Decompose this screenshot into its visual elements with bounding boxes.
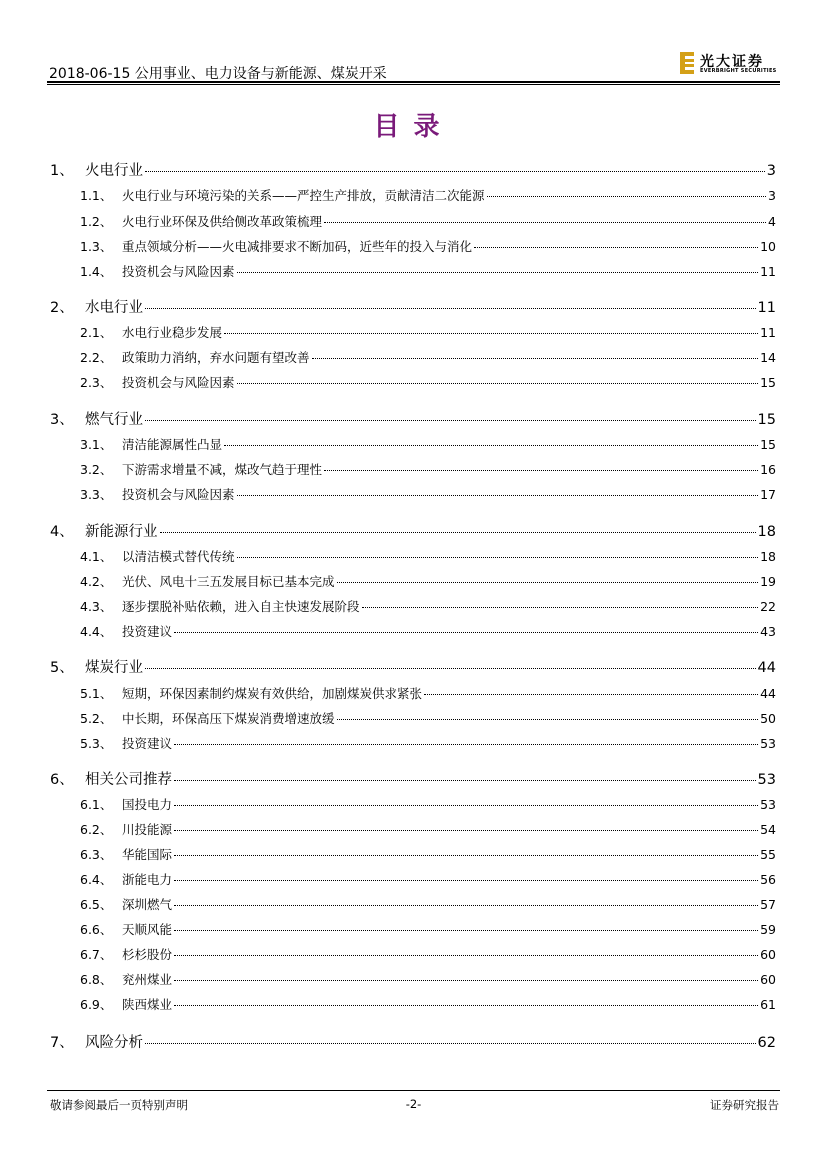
toc-entry-number: 6.3、 <box>80 847 113 862</box>
logo-english-text: EVERBRIGHT SECURITIES <box>700 68 777 74</box>
toc-entry-label: 华能国际 <box>122 847 173 862</box>
toc-dot-leader <box>237 383 759 384</box>
toc-entry-number: 5.3、 <box>80 736 113 751</box>
toc-entry-label: 投资建议 <box>122 736 173 751</box>
toc-entry-label: 煤炭行业 <box>85 660 143 676</box>
toc-entry-page: 17 <box>760 487 776 502</box>
toc-entry-page: 18 <box>760 549 776 564</box>
toc-entry-label: 深圳燃气 <box>122 897 173 912</box>
toc-entry-page: 3 <box>768 188 776 203</box>
toc-entry-page: 19 <box>760 574 776 589</box>
toc-entry-label: 风险分析 <box>85 1035 143 1051</box>
toc-entry-section[interactable] <box>80 622 776 640</box>
toc-entry-number: 6、 <box>50 772 74 788</box>
toc-entry-section[interactable] <box>80 709 776 727</box>
toc-dot-leader <box>174 905 758 906</box>
toc-entry-label: 相关公司推荐 <box>85 772 172 788</box>
logo-chinese-text: 光大证券 <box>700 54 764 70</box>
toc-entry-page: 60 <box>760 972 776 987</box>
toc-entry-chapter[interactable] <box>50 159 776 180</box>
toc-entry-number: 2.2、 <box>80 350 113 365</box>
toc-dot-leader <box>237 272 759 273</box>
toc-entry-chapter[interactable] <box>50 656 776 677</box>
toc-entry-label: 投资机会与风险因素 <box>122 264 235 279</box>
toc-entry-label: 火电行业与环境污染的关系——严控生产排放，贡献清洁二次能源 <box>122 188 485 203</box>
toc-dot-leader <box>337 719 759 720</box>
toc-dot-leader <box>312 358 759 359</box>
toc-entry-label: 杉杉股份 <box>122 947 173 962</box>
toc-entry-section[interactable] <box>80 572 776 590</box>
toc-entry-number: 6.4、 <box>80 872 113 887</box>
toc-entry-label: 逐步摆脱补贴依赖，进入自主快速发展阶段 <box>122 599 360 614</box>
toc-entry-label: 水电行业稳步发展 <box>122 325 223 340</box>
toc-entry-number: 4.2、 <box>80 574 113 589</box>
toc-entry-label: 火电行业环保及供给侧改革政策梳理 <box>122 214 323 229</box>
toc-entry-label: 投资机会与风险因素 <box>122 375 235 390</box>
toc-entry-section[interactable] <box>80 920 776 938</box>
toc-entry-number: 5.1、 <box>80 686 113 701</box>
toc-entry-number: 5.2、 <box>80 711 113 726</box>
toc-entry-number: 7、 <box>50 1035 74 1051</box>
toc-entry-section[interactable] <box>80 895 776 913</box>
toc-entry-label: 火电行业 <box>85 163 143 179</box>
toc-entry-page: 53 <box>760 736 776 751</box>
toc-entry-number: 1.1、 <box>80 188 113 203</box>
toc-dot-leader <box>174 930 758 931</box>
toc-entry-page: 55 <box>760 847 776 862</box>
toc-entry-page: 57 <box>760 897 776 912</box>
footer-report-type: 证券研究报告 <box>710 1098 779 1112</box>
toc-entry-label: 中长期，环保高压下煤炭消费增速放缓 <box>122 711 335 726</box>
toc-title: 目录 <box>373 112 454 142</box>
toc-entry-section[interactable] <box>80 186 776 204</box>
toc-entry-number: 4.3、 <box>80 599 113 614</box>
toc-entry-number: 3.1、 <box>80 437 113 452</box>
toc-entry-label: 政策助力消纳，弃水问题有望改善 <box>122 350 310 365</box>
toc-dot-leader <box>174 880 758 881</box>
toc-entry-number: 3、 <box>50 412 74 428</box>
toc-entry-chapter[interactable] <box>50 768 776 789</box>
toc-entry-page: 11 <box>757 300 776 316</box>
toc-entry-page: 53 <box>760 797 776 812</box>
toc-dot-leader <box>174 780 756 781</box>
toc-dot-leader <box>424 694 758 695</box>
toc-entry-number: 4、 <box>50 524 74 540</box>
toc-entry-label: 川投能源 <box>122 822 173 837</box>
toc-entry-label: 重点领域分析——火电减排要求不断加码，近些年的投入与消化 <box>122 239 473 254</box>
toc-entry-label: 浙能电力 <box>122 872 173 887</box>
toc-dot-leader <box>362 607 759 608</box>
toc-entry-page: 4 <box>768 214 776 229</box>
toc-entry-number: 4.1、 <box>80 549 113 564</box>
toc-dot-leader <box>160 532 756 533</box>
toc-entry-number: 1、 <box>50 163 74 179</box>
toc-dot-leader <box>487 196 767 197</box>
toc-dot-leader <box>474 247 758 248</box>
toc-entry-section[interactable] <box>80 734 776 752</box>
toc-entry-section[interactable] <box>80 485 776 503</box>
toc-entry-label: 陕西煤业 <box>122 997 173 1012</box>
toc-entry-number: 2.3、 <box>80 375 113 390</box>
toc-dot-leader <box>174 855 758 856</box>
header-date-sector: 2018-06-15 公用事业、电力设备与新能源、煤炭开采 <box>49 66 387 82</box>
toc-entry-page: 3 <box>766 163 776 179</box>
toc-entry-number: 1.4、 <box>80 264 113 279</box>
toc-entry-number: 6.5、 <box>80 897 113 912</box>
toc-entry-section[interactable] <box>80 373 776 391</box>
toc-entry-label: 天顺风能 <box>122 922 173 937</box>
toc-entry-label: 下游需求增量不减，煤改气趋于理性 <box>122 462 323 477</box>
toc-dot-leader <box>224 333 758 334</box>
toc-entry-label: 燃气行业 <box>85 412 143 428</box>
toc-entry-page: 11 <box>760 264 776 279</box>
footer-rule <box>47 1090 780 1091</box>
toc-entry-section[interactable] <box>80 237 776 255</box>
toc-entry-section[interactable] <box>80 597 776 615</box>
toc-entry-number: 6.1、 <box>80 797 113 812</box>
toc-entry-section[interactable] <box>80 795 776 813</box>
toc-entry-number: 2.1、 <box>80 325 113 340</box>
toc-dot-leader <box>174 632 758 633</box>
toc-entry-page: 18 <box>757 524 776 540</box>
toc-entry-page: 44 <box>757 660 776 676</box>
toc-entry-page: 59 <box>760 922 776 937</box>
toc-entry-page: 56 <box>760 872 776 887</box>
toc-entry-label: 以清洁模式替代传统 <box>122 549 235 564</box>
toc-entry-label: 光伏、风电十三五发展目标已基本完成 <box>122 574 335 589</box>
everbright-logo-icon <box>680 52 694 74</box>
toc-entry-label: 清洁能源属性凸显 <box>122 437 223 452</box>
toc-entry-section[interactable] <box>80 435 776 453</box>
toc-entry-label: 国投电力 <box>122 797 173 812</box>
everbright-logo <box>680 52 780 80</box>
toc-dot-leader <box>174 744 758 745</box>
toc-entry-number: 4.4、 <box>80 624 113 639</box>
page-header <box>47 54 780 82</box>
toc-entry-section[interactable] <box>80 995 776 1013</box>
toc-entry-number: 6.8、 <box>80 972 113 987</box>
toc-entry-number: 1.3、 <box>80 239 113 254</box>
toc-entry-section[interactable] <box>80 262 776 280</box>
toc-entry-page: 10 <box>760 239 776 254</box>
toc-entry-section[interactable] <box>80 970 776 988</box>
toc-entry-chapter[interactable] <box>50 408 776 429</box>
toc-entry-page: 14 <box>760 350 776 365</box>
toc-entry-page: 53 <box>757 772 776 788</box>
header-rule <box>47 81 780 83</box>
toc-dot-leader <box>224 445 758 446</box>
toc-dot-leader <box>145 1043 756 1044</box>
toc-entry-number: 5、 <box>50 660 74 676</box>
toc-dot-leader <box>324 222 766 223</box>
toc-dot-leader <box>145 171 765 172</box>
toc-entry-chapter[interactable] <box>50 520 776 541</box>
toc-entry-section[interactable] <box>80 323 776 341</box>
toc-entry-number: 3.2、 <box>80 462 113 477</box>
toc-entry-section[interactable] <box>80 547 776 565</box>
toc-entry-chapter[interactable] <box>50 296 776 317</box>
toc-entry-page: 54 <box>760 822 776 837</box>
toc-dot-leader <box>174 805 758 806</box>
toc-entry-section[interactable] <box>80 820 776 838</box>
toc-entry-number: 6.2、 <box>80 822 113 837</box>
toc-entry-label: 兖州煤业 <box>122 972 173 987</box>
toc-entry-number: 6.9、 <box>80 997 113 1012</box>
toc-entry-page: 61 <box>760 997 776 1012</box>
toc-entry-number: 6.7、 <box>80 947 113 962</box>
toc-entry-label: 投资建议 <box>122 624 173 639</box>
toc-entry-section[interactable] <box>80 945 776 963</box>
toc-entry-section[interactable] <box>80 684 776 702</box>
toc-entry-page: 62 <box>757 1035 776 1051</box>
toc-dot-leader <box>237 557 759 558</box>
toc-entry-number: 3.3、 <box>80 487 113 502</box>
toc-dot-leader <box>337 582 759 583</box>
toc-entry-section[interactable] <box>80 460 776 478</box>
toc-dot-leader <box>174 1005 758 1006</box>
toc-entry-chapter[interactable] <box>50 1031 776 1052</box>
toc-dot-leader <box>174 955 758 956</box>
toc-entry-section[interactable] <box>80 212 776 230</box>
footer-page-number: -2- <box>405 1097 422 1111</box>
toc-entry-page: 15 <box>760 437 776 452</box>
toc-dot-leader <box>145 308 756 309</box>
footer-disclaimer: 敬请参阅最后一页特别声明 <box>50 1098 188 1112</box>
toc-entry-page: 16 <box>760 462 776 477</box>
toc-entry-label: 投资机会与风险因素 <box>122 487 235 502</box>
toc-entry-page: 15 <box>760 375 776 390</box>
toc-entry-page: 60 <box>760 947 776 962</box>
toc-dot-leader <box>174 830 758 831</box>
toc-entry-number: 2、 <box>50 300 74 316</box>
toc-entry-section[interactable] <box>80 870 776 888</box>
toc-dot-leader <box>174 980 758 981</box>
toc-entry-page: 11 <box>760 325 776 340</box>
toc-entry-page: 15 <box>757 412 776 428</box>
toc-dot-leader <box>145 420 756 421</box>
toc-dot-leader <box>324 470 758 471</box>
toc-entry-section[interactable] <box>80 845 776 863</box>
toc-entry-page: 50 <box>760 711 776 726</box>
toc-entry-page: 44 <box>760 686 776 701</box>
toc-entry-label: 水电行业 <box>85 300 143 316</box>
toc-entry-section[interactable] <box>80 348 776 366</box>
toc-entry-number: 6.6、 <box>80 922 113 937</box>
header-rule-thin <box>47 84 780 85</box>
toc-entry-page: 43 <box>760 624 776 639</box>
toc-entry-page: 22 <box>760 599 776 614</box>
toc-entry-label: 短期，环保因素制约煤炭有效供给，加剧煤炭供求紧张 <box>122 686 423 701</box>
toc-entry-label: 新能源行业 <box>85 524 158 540</box>
toc-entry-number: 1.2、 <box>80 214 113 229</box>
toc-dot-leader <box>237 495 759 496</box>
toc-dot-leader <box>145 668 756 669</box>
